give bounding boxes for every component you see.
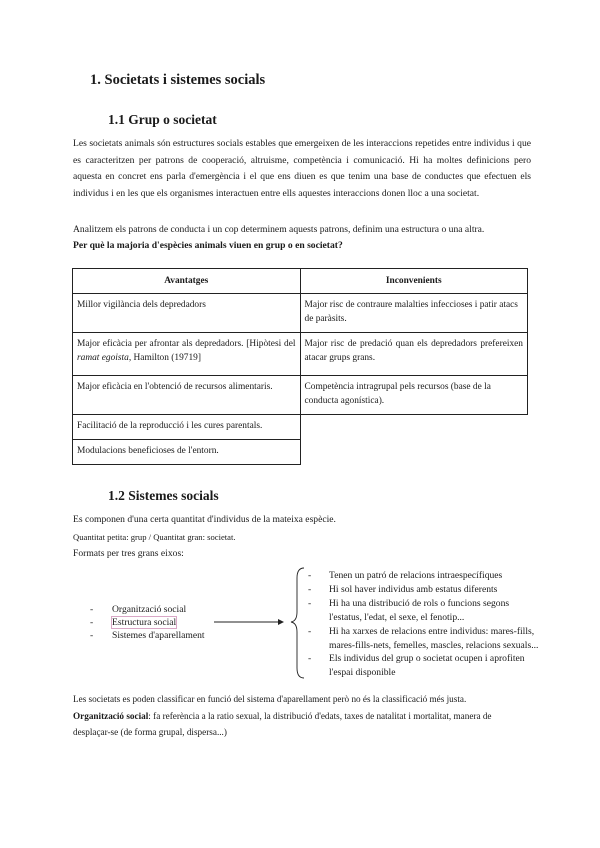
org-label: Organització social bbox=[73, 711, 149, 721]
org-text: : fa referència a la ratio sexual, la distribució d'edats, taxes de natalitat i mortalitat, manera de bbox=[148, 711, 492, 721]
table-cell: Facilitació de la reproducció i les cures parentals. bbox=[73, 415, 301, 440]
table-cell: Competència intragrupal pels recursos (base de la conducta agonística). bbox=[300, 376, 528, 415]
features-list bbox=[308, 569, 548, 680]
question-line: Per què la majoria d'espècies animals viuen en grup o en societat? bbox=[73, 240, 343, 251]
list-item: - Sistemes d'aparellament bbox=[90, 630, 205, 641]
list-item: - Hi ha una distribució de rols o funcions segons l'estatus, l'edat, el sexe, el fenotip... bbox=[308, 597, 510, 623]
classification-line: Les societats es poden classificar en funció del sistema d'aparellament però no és la classificació més justa. bbox=[73, 694, 467, 704]
table-cell: Major eficàcia en l'obtenció de recursos alimentaris. bbox=[73, 376, 301, 415]
org-definition-line bbox=[73, 711, 492, 721]
list-item: - Hi ha xarxes de relacions entre individus: mares-fills, mares-fills-nets, femelles, mascles, relacions sexuals... bbox=[308, 625, 539, 651]
table-cell: Modulacions beneficioses de l'entorn. bbox=[73, 440, 301, 465]
composition-line: Es componen d'una certa quantitat d'individus de la mateixa espècie. bbox=[73, 514, 336, 525]
list-item: - Hi sol haver individus amb estatus diferents bbox=[308, 583, 498, 595]
heading-grup-societat: 1.1 Grup o societat bbox=[108, 112, 217, 127]
table-cell: Major risc de predació quan els depredadors prefereixen atacar grups grans. bbox=[300, 333, 528, 376]
list-item: - Tenen un patró de relacions intraespecífiques bbox=[308, 570, 503, 581]
arrow-head bbox=[278, 619, 284, 625]
intro-paragraph: Les societats animals són estructures socials estables que emergeixen de les interaccions repetides entre individus i que es caracteritzen per patrons de cooperació, altruisme, competència i comunicació. Hi ha moltes definicions pero aquesta en concret ens parla d'emergència i el que ens diuen es que tenim una base de conductes que efectuen els individus i en les que els organismes interactuen entre ells aquestes interaccions donen lloc a una societat. bbox=[73, 138, 531, 199]
heading-societats: 1. Societats i sistemes socials bbox=[90, 72, 266, 88]
list-item: - Organització social bbox=[90, 604, 187, 615]
header-avantatges: Avantatges bbox=[73, 269, 301, 294]
curly-brace bbox=[291, 568, 304, 678]
table-cell: Major risc de contraure malalties infeccioses i patir atacs de paràsits. bbox=[300, 294, 528, 333]
quantity-line: Quantitat petita: grup / Quantitat gran: societat. bbox=[73, 532, 236, 542]
org-definition-line-2: desplaçar-se (de forma grupal, dispersa...) bbox=[73, 727, 227, 737]
cell-text: Major eficàcia per afrontar als depredadors. [Hipòtesi del bbox=[77, 339, 296, 349]
list-item: - Els individus del grup o societat ocupen i aprofiten l'espai disponible bbox=[308, 653, 525, 679]
highlighted-axis: Estructura social bbox=[112, 617, 177, 628]
cell-italic-text: ramat egoista bbox=[77, 353, 129, 364]
table-cell: Millor vigilància dels depredadors bbox=[73, 294, 301, 333]
heading-sistemes-socials: 1.2 Sistemes socials bbox=[108, 488, 219, 503]
list-item: - Estructura social bbox=[90, 617, 177, 628]
cell-text: , Hamilton (19719] bbox=[128, 353, 201, 364]
patterns-line: Analitzem els patrons de conducta i un cop determinem aquests patrons, definim una estructura o una altra. bbox=[73, 224, 485, 235]
axes-intro-line: Formats per tres grans eixos: bbox=[73, 548, 184, 559]
header-inconvenients: Inconvenients bbox=[300, 269, 528, 294]
